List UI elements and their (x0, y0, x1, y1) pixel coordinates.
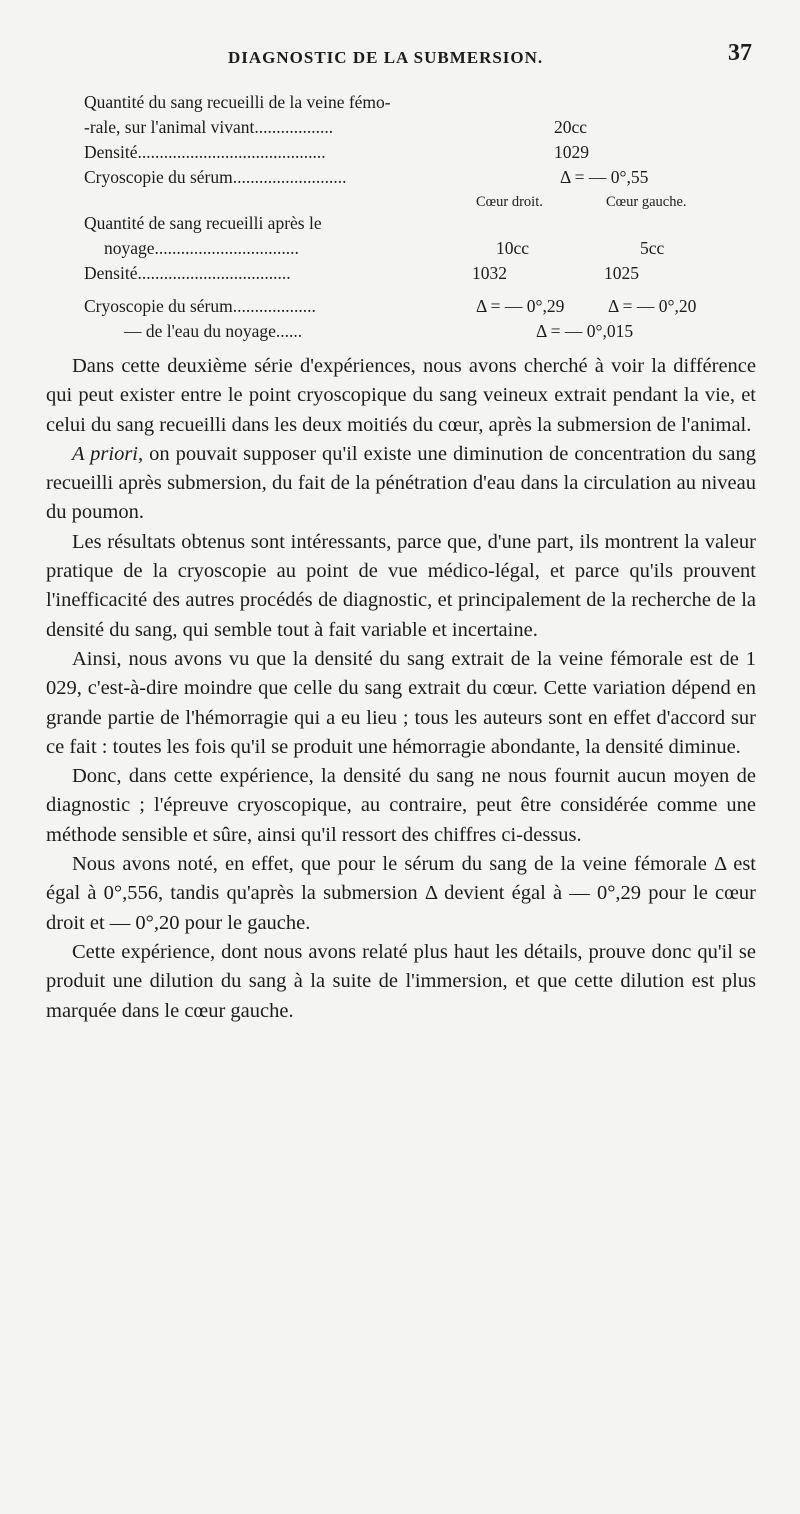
table-row (84, 319, 754, 344)
row-label: Cryoscopie du sérum................... (84, 296, 316, 316)
table-row (84, 211, 754, 236)
row-value: 20cc (554, 117, 588, 137)
paragraph (46, 938, 756, 1026)
paragraph-text: Donc, dans cette expérience, la densité du sang ne nous fournit aucun moyen de diagnostic ; l'épreuve cryoscopique, au contraire, peut être considérée comme une méthode sensible et sûre, ainsi qu'il ressort des chiffres ci-dessus. (46, 765, 756, 846)
column-headers (84, 190, 754, 211)
left-heart-value: 1025 (604, 263, 639, 283)
paragraph-text: Les résultats obtenus sont intéressants, parce que, d'une part, ils montrent la valeur pratique de la cryoscopie au point de vue médico-légal, et parce qu'ils prouvent l'inefficacité des autres procédés de diagnostic, et principalement de la recherche de la densité du sang, qui semble tout à fait variable et incertaine. (46, 530, 756, 641)
table-row (84, 115, 754, 140)
paragraph-text: Dans cette deuxième série d'expériences, nous avons cherché à voir la différence qui peut exister entre le point cryoscopique du sang veineux extrait pendant la vie, et celui du sang recueilli dans les deux moitiés du cœur, après la submersion de l'animal. (46, 355, 756, 436)
paragraph (46, 645, 756, 762)
drowning-water-value: Δ = — 0°,015 (536, 321, 634, 341)
paragraph (46, 850, 756, 938)
paragraph-text: on pouvait supposer qu'il existe une diminution de concentration du sang recueilli après submersion, du fait de la pénétration d'eau dans la circulation au niveau du poumon. (46, 442, 757, 524)
left-heart-value: 5cc (640, 238, 665, 258)
table-row (84, 90, 754, 115)
row-label: Densité................................... (84, 263, 291, 283)
right-heart-value: 1032 (472, 263, 507, 283)
page-header (0, 40, 800, 80)
paragraph-text: Ainsi, nous avons vu que la densité du sang extrait de la veine fémorale est de 1 029, c'est-à-dire moindre que celle du sang extrait du cœur. Cette variation dépend en grande partie de l'hémorragie qui a eu lieu ; tous les auteurs sont en effet d'accord sur ce fait : toutes les fois qu'il se produit une hémorragie abondante, la densité diminue. (46, 647, 756, 758)
paragraph (46, 762, 756, 850)
row-label: — de l'eau du noyage...... (124, 321, 303, 341)
paragraph-text: Cette expérience, dont nous avons relaté plus haut les détails, prouve donc qu'il se produit une dilution du sang à la suite de l'immersion, et que cette dilution est plus marquée dans le cœur gauche. (46, 940, 756, 1022)
paragraph (46, 440, 756, 528)
right-heart-value: 10cc (496, 238, 530, 258)
column-header-right-heart: Cœur droit. (476, 194, 543, 210)
row-label: Cryoscopie du sérum.......................... (84, 167, 347, 187)
experiment-results-table (84, 90, 754, 344)
paragraph (46, 352, 756, 440)
paragraph (46, 528, 756, 645)
row-value: 1029 (554, 142, 589, 162)
row-label: Quantité du sang recueilli de la veine fémo- (84, 92, 391, 112)
table-row (84, 261, 754, 286)
row-label: noyage................................. (104, 238, 299, 258)
column-header-left-heart: Cœur gauche. (606, 194, 687, 210)
paragraph-text: Nous avons noté, en effet, que pour le sérum du sang de la veine fémorale Δ est égal à 0°,556, tandis qu'après la submersion Δ devient égal à — 0°,29 pour le cœur droit et — 0°,20 pour le gauche. (46, 853, 756, 934)
body-text (46, 352, 756, 1026)
row-label: -rale, sur l'animal vivant.................. (84, 117, 334, 137)
paragraph-lead: A priori, (72, 442, 144, 465)
right-heart-value: Δ = — 0°,29 (476, 296, 565, 316)
row-value: Δ = — 0°,55 (560, 167, 649, 187)
row-label: Densité........................................... (84, 142, 326, 162)
row-label: Quantité de sang recueilli après le (84, 213, 322, 233)
table-row (84, 140, 754, 165)
table-row (84, 236, 754, 261)
table-row (84, 294, 754, 319)
page-number: 37 (728, 40, 752, 66)
running-head: DIAGNOSTIC DE LA SUBMERSION. (228, 48, 544, 67)
table-row (84, 165, 754, 190)
left-heart-value: Δ = — 0°,20 (608, 296, 697, 316)
